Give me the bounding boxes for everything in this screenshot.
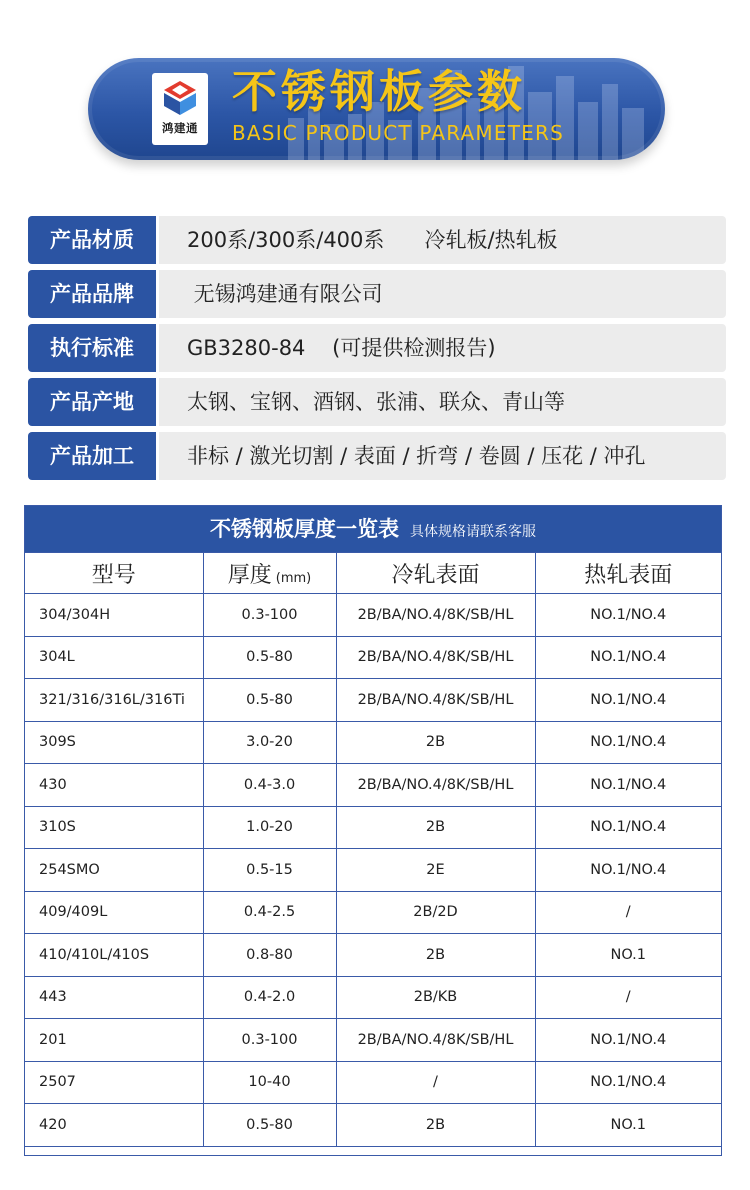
cell-model: 310S: [25, 806, 203, 849]
spec-table: [25, 552, 721, 1147]
header-cold-rolled: 冷轧表面: [336, 553, 535, 594]
cell-thickness: 3.0-20: [203, 721, 336, 764]
cell-hot-surface: NO.1/NO.4: [535, 594, 721, 637]
cell-cold-surface: 2B: [336, 1104, 535, 1147]
param-value: 200系/300系/400系 冷轧板/热轧板: [159, 216, 726, 264]
table-note: 具体规格请联系客服: [410, 524, 537, 540]
cell-thickness: 10-40: [203, 1061, 336, 1104]
table-title-bar: [25, 506, 721, 552]
cell-cold-surface: 2B/BA/NO.4/8K/SB/HL: [336, 594, 535, 637]
cell-cold-surface: 2B/BA/NO.4/8K/SB/HL: [336, 1019, 535, 1062]
header-hot-rolled: 热轧表面: [535, 553, 721, 594]
param-row-processing: [28, 432, 726, 480]
cell-hot-surface: NO.1/NO.4: [535, 1019, 721, 1062]
param-value: GB3280-84 (可提供检测报告): [159, 324, 726, 372]
param-value: 太钢、宝钢、酒钢、张浦、联众、青山等: [159, 378, 726, 426]
logo-mark-icon: [160, 79, 200, 117]
page-title: 不锈钢板参数: [232, 65, 527, 118]
table-row: [25, 934, 721, 977]
param-label: 产品产地: [28, 378, 156, 426]
cell-hot-surface: NO.1/NO.4: [535, 764, 721, 807]
cell-hot-surface: NO.1: [535, 934, 721, 977]
header-model: 型号: [25, 553, 203, 594]
table-row: [25, 1061, 721, 1104]
cell-thickness: 0.4-2.5: [203, 891, 336, 934]
table-row: [25, 764, 721, 807]
header-thickness-unit: (mm): [275, 570, 312, 586]
cell-model: 304/304H: [25, 594, 203, 637]
table-row: [25, 679, 721, 722]
page-subtitle: BASIC PRODUCT PARAMETERS: [232, 121, 564, 145]
table-row: [25, 636, 721, 679]
table-row: [25, 849, 721, 892]
cell-model: 410/410L/410S: [25, 934, 203, 977]
table-title: 不锈钢板厚度一览表: [209, 517, 399, 541]
param-value: 无锡鸿建通有限公司: [159, 270, 726, 318]
cell-hot-surface: NO.1/NO.4: [535, 679, 721, 722]
table-header-row: [25, 553, 721, 594]
cell-model: 254SMO: [25, 849, 203, 892]
cell-model: 430: [25, 764, 203, 807]
thickness-table: [24, 505, 722, 1156]
param-row-material: [28, 216, 726, 264]
cell-model: 309S: [25, 721, 203, 764]
cell-thickness: 0.4-2.0: [203, 976, 336, 1019]
cell-model: 321/316/316L/316Ti: [25, 679, 203, 722]
cell-cold-surface: 2B/BA/NO.4/8K/SB/HL: [336, 636, 535, 679]
cell-thickness: 0.5-80: [203, 636, 336, 679]
param-value: 非标 / 激光切割 / 表面 / 折弯 / 卷圆 / 压花 / 冲孔: [159, 432, 726, 480]
cell-cold-surface: 2B/2D: [336, 891, 535, 934]
cell-thickness: 0.5-80: [203, 1104, 336, 1147]
param-row-origin: [28, 378, 726, 426]
cell-model: 201: [25, 1019, 203, 1062]
cell-model: 2507: [25, 1061, 203, 1104]
cell-model: 304L: [25, 636, 203, 679]
table-row: [25, 806, 721, 849]
cell-cold-surface: 2B: [336, 721, 535, 764]
cell-model: 443: [25, 976, 203, 1019]
cell-cold-surface: 2B/BA/NO.4/8K/SB/HL: [336, 679, 535, 722]
param-row-standard: [28, 324, 726, 372]
cell-hot-surface: /: [535, 891, 721, 934]
cell-hot-surface: NO.1/NO.4: [535, 636, 721, 679]
table-row: [25, 594, 721, 637]
table-row: [25, 976, 721, 1019]
cell-thickness: 0.3-100: [203, 1019, 336, 1062]
company-logo: [152, 73, 208, 145]
cell-hot-surface: NO.1/NO.4: [535, 1061, 721, 1104]
cell-thickness: 1.0-20: [203, 806, 336, 849]
param-row-brand: [28, 270, 726, 318]
cell-model: 420: [25, 1104, 203, 1147]
table-row: [25, 1019, 721, 1062]
cell-thickness: 0.8-80: [203, 934, 336, 977]
table-row: [25, 891, 721, 934]
cell-cold-surface: 2B/BA/NO.4/8K/SB/HL: [336, 764, 535, 807]
cell-hot-surface: NO.1/NO.4: [535, 849, 721, 892]
cell-hot-surface: NO.1: [535, 1104, 721, 1147]
cell-cold-surface: 2B: [336, 934, 535, 977]
cell-hot-surface: NO.1/NO.4: [535, 721, 721, 764]
cell-cold-surface: 2B: [336, 806, 535, 849]
param-label: 执行标准: [28, 324, 156, 372]
cell-hot-surface: NO.1/NO.4: [535, 806, 721, 849]
cell-thickness: 0.3-100: [203, 594, 336, 637]
cell-model: 409/409L: [25, 891, 203, 934]
table-row: [25, 721, 721, 764]
cell-thickness: 0.5-80: [203, 679, 336, 722]
cell-hot-surface: /: [535, 976, 721, 1019]
table-row: [25, 1104, 721, 1147]
param-label: 产品加工: [28, 432, 156, 480]
cell-thickness: 0.5-15: [203, 849, 336, 892]
cell-cold-surface: 2E: [336, 849, 535, 892]
cell-cold-surface: /: [336, 1061, 535, 1104]
cell-cold-surface: 2B/KB: [336, 976, 535, 1019]
header-thickness: 厚度 (mm): [203, 553, 336, 594]
param-label: 产品材质: [28, 216, 156, 264]
cell-thickness: 0.4-3.0: [203, 764, 336, 807]
param-label: 产品品牌: [28, 270, 156, 318]
logo-text: 鸿建通: [162, 121, 198, 135]
